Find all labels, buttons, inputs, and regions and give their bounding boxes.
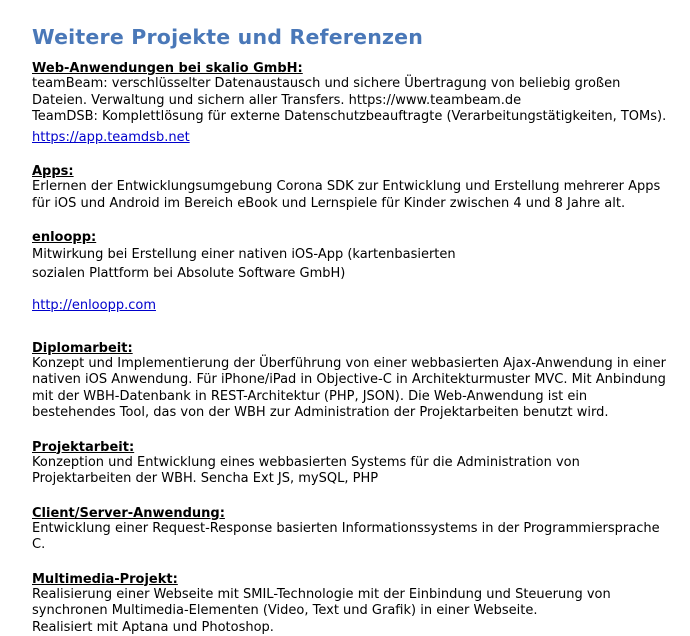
text-line: mit der WBH-Datenbank in REST-Architektur (PHP, JSON). Die Web-Anwendung ist ein bbox=[32, 389, 672, 406]
document-page bbox=[32, 24, 672, 636]
section-heading-web: Web-Anwendungen bei skalio GmbH: bbox=[32, 61, 672, 76]
spacer bbox=[32, 422, 672, 440]
text-line: sozialen Plattform bei Absolute Software GmbH) bbox=[32, 264, 672, 283]
spacer bbox=[32, 554, 672, 572]
section-client-server bbox=[32, 506, 672, 554]
section-diplomarbeit bbox=[32, 341, 672, 422]
text-line: TeamDSB: Komplettlösung für externe Datenschutzbeauftragte (Verarbeitungstätigkeiten, TOMs). bbox=[32, 109, 672, 126]
section-heading-projekt: Projektarbeit: bbox=[32, 440, 672, 455]
text-line: teamBeam: verschlüsselter Datenaustausch und sichere Übertragung von beliebig großen bbox=[32, 76, 672, 93]
spacer bbox=[32, 315, 672, 341]
text-line: synchronen Multimedia-Elementen (Video, Text und Grafik) in einer Webseite. bbox=[32, 603, 672, 620]
section-multimedia bbox=[32, 572, 672, 636]
text-line: Realisiert mit Aptana und Photoshop. bbox=[32, 620, 672, 636]
section-heading-apps: Apps: bbox=[32, 164, 672, 179]
spacer bbox=[32, 212, 672, 230]
section-projektarbeit bbox=[32, 440, 672, 488]
text-line: Konzeption und Entwicklung eines webbasierten Systems für die Administration von bbox=[32, 455, 672, 472]
section-heading-diplom: Diplomarbeit: bbox=[32, 341, 672, 356]
text-line: Mitwirkung bei Erstellung einer nativen iOS-App (kartenbasierten bbox=[32, 245, 672, 264]
spacer bbox=[32, 283, 672, 294]
text-line: C. bbox=[32, 537, 672, 554]
section-enloopp bbox=[32, 230, 672, 315]
text-line: bestehendes Tool, das von der WBH zur Administration der Projektarbeiten benutzt wird. bbox=[32, 405, 672, 422]
text-line: nativen iOS Anwendung. Für iPhone/iPad in Objective-C in Architekturmuster MVC. Mit Anbindung bbox=[32, 372, 672, 389]
section-web-anwendungen bbox=[32, 61, 672, 146]
text-line: Erlernen der Entwicklungsumgebung Corona SDK zur Entwicklung und Erstellung mehrerer Apps bbox=[32, 179, 672, 196]
text-line: Realisierung einer Webseite mit SMIL-Technologie mit der Einbindung und Steuerung von bbox=[32, 587, 672, 604]
page-title: Weitere Projekte und Referenzen bbox=[32, 24, 672, 50]
link-teamdsb[interactable]: https://app.teamdsb.net bbox=[32, 130, 190, 145]
section-heading-enloopp: enloopp: bbox=[32, 230, 672, 245]
link-enloopp[interactable]: http://enloopp.com bbox=[32, 298, 156, 313]
text-line: für iOS und Android im Bereich eBook und Lernspiele für Kinder zwischen 4 und 8 Jahre alt. bbox=[32, 196, 672, 213]
text-line: Entwicklung einer Request-Response basierten Informationssystems in der Programmiersprache bbox=[32, 521, 672, 538]
section-apps bbox=[32, 164, 672, 212]
spacer bbox=[32, 488, 672, 506]
text-line: Konzept und Implementierung der Überführung von einer webbasierten Ajax-Anwendung in einer bbox=[32, 356, 672, 373]
text-line: Projektarbeiten der WBH. Sencha Ext JS, mySQL, PHP bbox=[32, 471, 672, 488]
spacer bbox=[32, 146, 672, 164]
section-heading-client: Client/Server-Anwendung: bbox=[32, 506, 672, 521]
text-line: Dateien. Verwaltung und sichern aller Transfers. https://www.teambeam.de bbox=[32, 93, 672, 110]
section-heading-multimedia: Multimedia-Projekt: bbox=[32, 572, 672, 587]
